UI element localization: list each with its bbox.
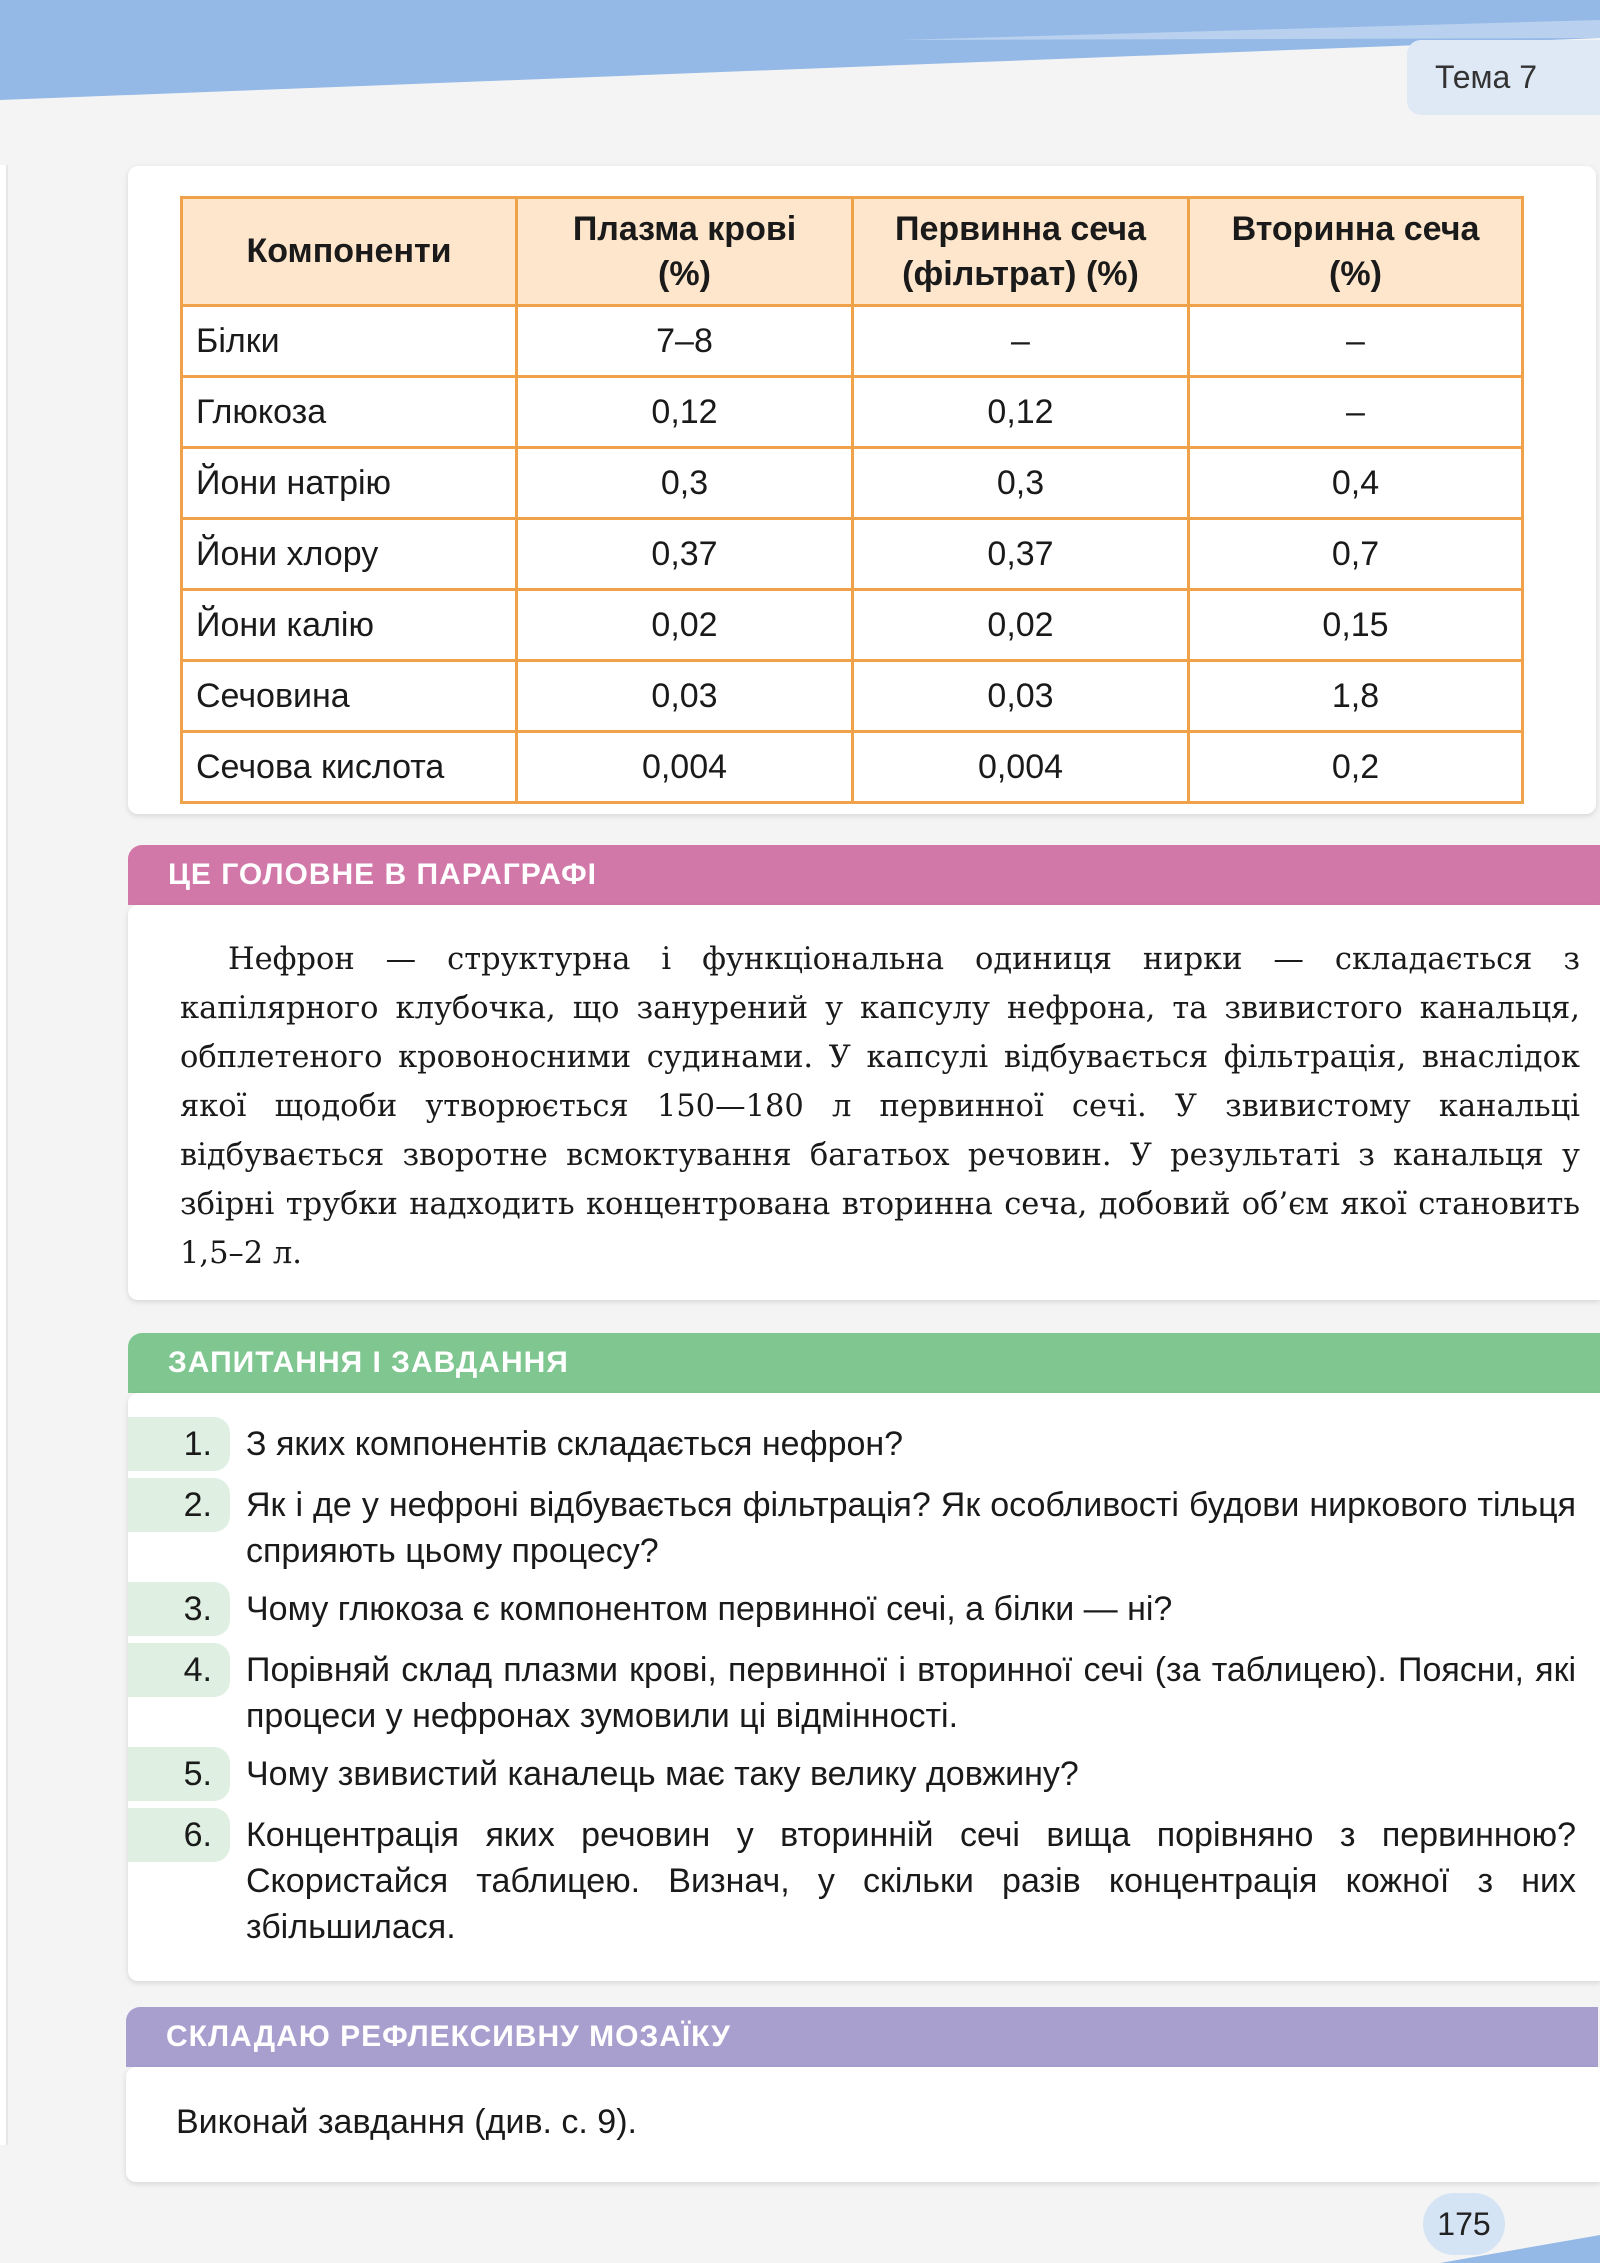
topic-tab	[1407, 40, 1600, 115]
table-cell: –	[1189, 377, 1523, 448]
table-cell: Сечова кислота	[182, 732, 517, 803]
questions-card	[128, 1393, 1600, 1981]
table-card	[128, 166, 1596, 814]
topic-label: Тема 7	[1435, 59, 1538, 95]
table-cell: 0,3	[853, 448, 1189, 519]
question-text: З яких компонентів складається нефрон?	[246, 1425, 904, 1463]
mosaic-card	[126, 2067, 1600, 2182]
table-header-cell: Первинна сеча (фільтрат) (%)	[853, 198, 1189, 306]
table-cell: 0,4	[1189, 448, 1523, 519]
table-cell: 1,8	[1189, 661, 1523, 732]
table-cell: Сечовина	[182, 661, 517, 732]
table-row	[182, 377, 1523, 448]
table-cell: 0,37	[853, 519, 1189, 590]
table-cell: –	[853, 306, 1189, 377]
table-cell: 0,004	[517, 732, 853, 803]
table-row	[182, 732, 1523, 803]
page-number: 175	[1437, 2205, 1491, 2242]
mosaic-task-text: Виконай завдання (див. с. 9).	[176, 2103, 637, 2141]
table-cell: 0,15	[1189, 590, 1523, 661]
table-cell: Йони калію	[182, 590, 517, 661]
question-number: 3.	[128, 1582, 230, 1636]
table-cell: 0,02	[853, 590, 1189, 661]
summary-paragraph: Нефрон — структурна і функціональна одиниця нирки — складається з капілярного клубочка, що занурений у капсулу нефрона, та звивистого канальця, обплетеного кровоносними судинами. У капсулі відбувається фільтрація, внаслідок якої щодоби утворюється 150—180 л первинної сечі. У звивистому канальці відбувається зворотне всмоктування багатьох речовин. У результаті з канальця у збірні трубки надходить концентрована вторинна сеча, добовий об’єм якої становить 1,5–2 л.	[180, 942, 1580, 1271]
question-text: Як і де у нефроні відбувається фільтрація? Як особливості будови ниркового тільця сприяють цьому процесу?	[246, 1486, 1576, 1570]
table-cell: 0,7	[1189, 519, 1523, 590]
mosaic-title: СКЛАДАЮ РЕФЛЕКСИВНУ МОЗАЇКУ	[166, 2020, 731, 2053]
question-number: 1.	[128, 1417, 230, 1471]
question-number: 5.	[128, 1747, 230, 1801]
table-row	[182, 448, 1523, 519]
table-row	[182, 306, 1523, 377]
table-cell: 0,3	[517, 448, 853, 519]
table-header-cell: Компоненти	[182, 198, 517, 306]
table-header-cell: Вторинна сеча (%)	[1189, 198, 1523, 306]
question-number: 2.	[128, 1478, 230, 1532]
summary-title: ЦЕ ГОЛОВНЕ В ПАРАГРАФІ	[168, 858, 598, 891]
table-cell: Йони хлору	[182, 519, 517, 590]
table-header-cell: Плазма крові (%)	[517, 198, 853, 306]
table-cell: Йони натрію	[182, 448, 517, 519]
table-cell: Глюкоза	[182, 377, 517, 448]
page-number-badge	[1423, 2193, 1505, 2255]
table-cell: 0,03	[517, 661, 853, 732]
table-cell: 0,004	[853, 732, 1189, 803]
question-text: Порівняй склад плазми крові, первинної і вторинної сечі (за таблицею). Поясни, які процеси у нефронах зумовили ці відмінності.	[246, 1651, 1576, 1735]
summary-heading	[128, 845, 1600, 905]
question-text: Чому звивистий каналець має таку велику довжину?	[246, 1755, 1079, 1793]
table-row	[182, 661, 1523, 732]
questions-heading	[128, 1333, 1600, 1393]
table-cell: Білки	[182, 306, 517, 377]
table-cell: 0,12	[517, 377, 853, 448]
table-header-row	[182, 198, 1523, 306]
questions-title: ЗАПИТАННЯ І ЗАВДАННЯ	[168, 1346, 569, 1379]
summary-card	[128, 905, 1600, 1300]
question-number: 6.	[128, 1808, 230, 1862]
top-decorative-band	[0, 0, 1600, 110]
table-cell: 0,37	[517, 519, 853, 590]
table-cell: 0,2	[1189, 732, 1523, 803]
question-text: Чому глюкоза є компонентом первинної сечі, а білки — ні?	[246, 1590, 1173, 1628]
question-number: 4.	[128, 1643, 230, 1697]
table-row	[182, 519, 1523, 590]
left-page-edge	[0, 165, 8, 2145]
urine-composition-table	[180, 196, 1524, 804]
table-cell: –	[1189, 306, 1523, 377]
question-text: Концентрація яких речовин у вторинній сечі вища порівняно з первинною? Скористайся таблицею. Визнач, у скільки разів концентрація кожної з них збільшилася.	[246, 1816, 1576, 1946]
table-row	[182, 590, 1523, 661]
table-cell: 0,02	[517, 590, 853, 661]
mosaic-heading	[126, 2007, 1598, 2067]
table-cell: 0,12	[853, 377, 1189, 448]
table-cell: 0,03	[853, 661, 1189, 732]
table-cell: 7–8	[517, 306, 853, 377]
